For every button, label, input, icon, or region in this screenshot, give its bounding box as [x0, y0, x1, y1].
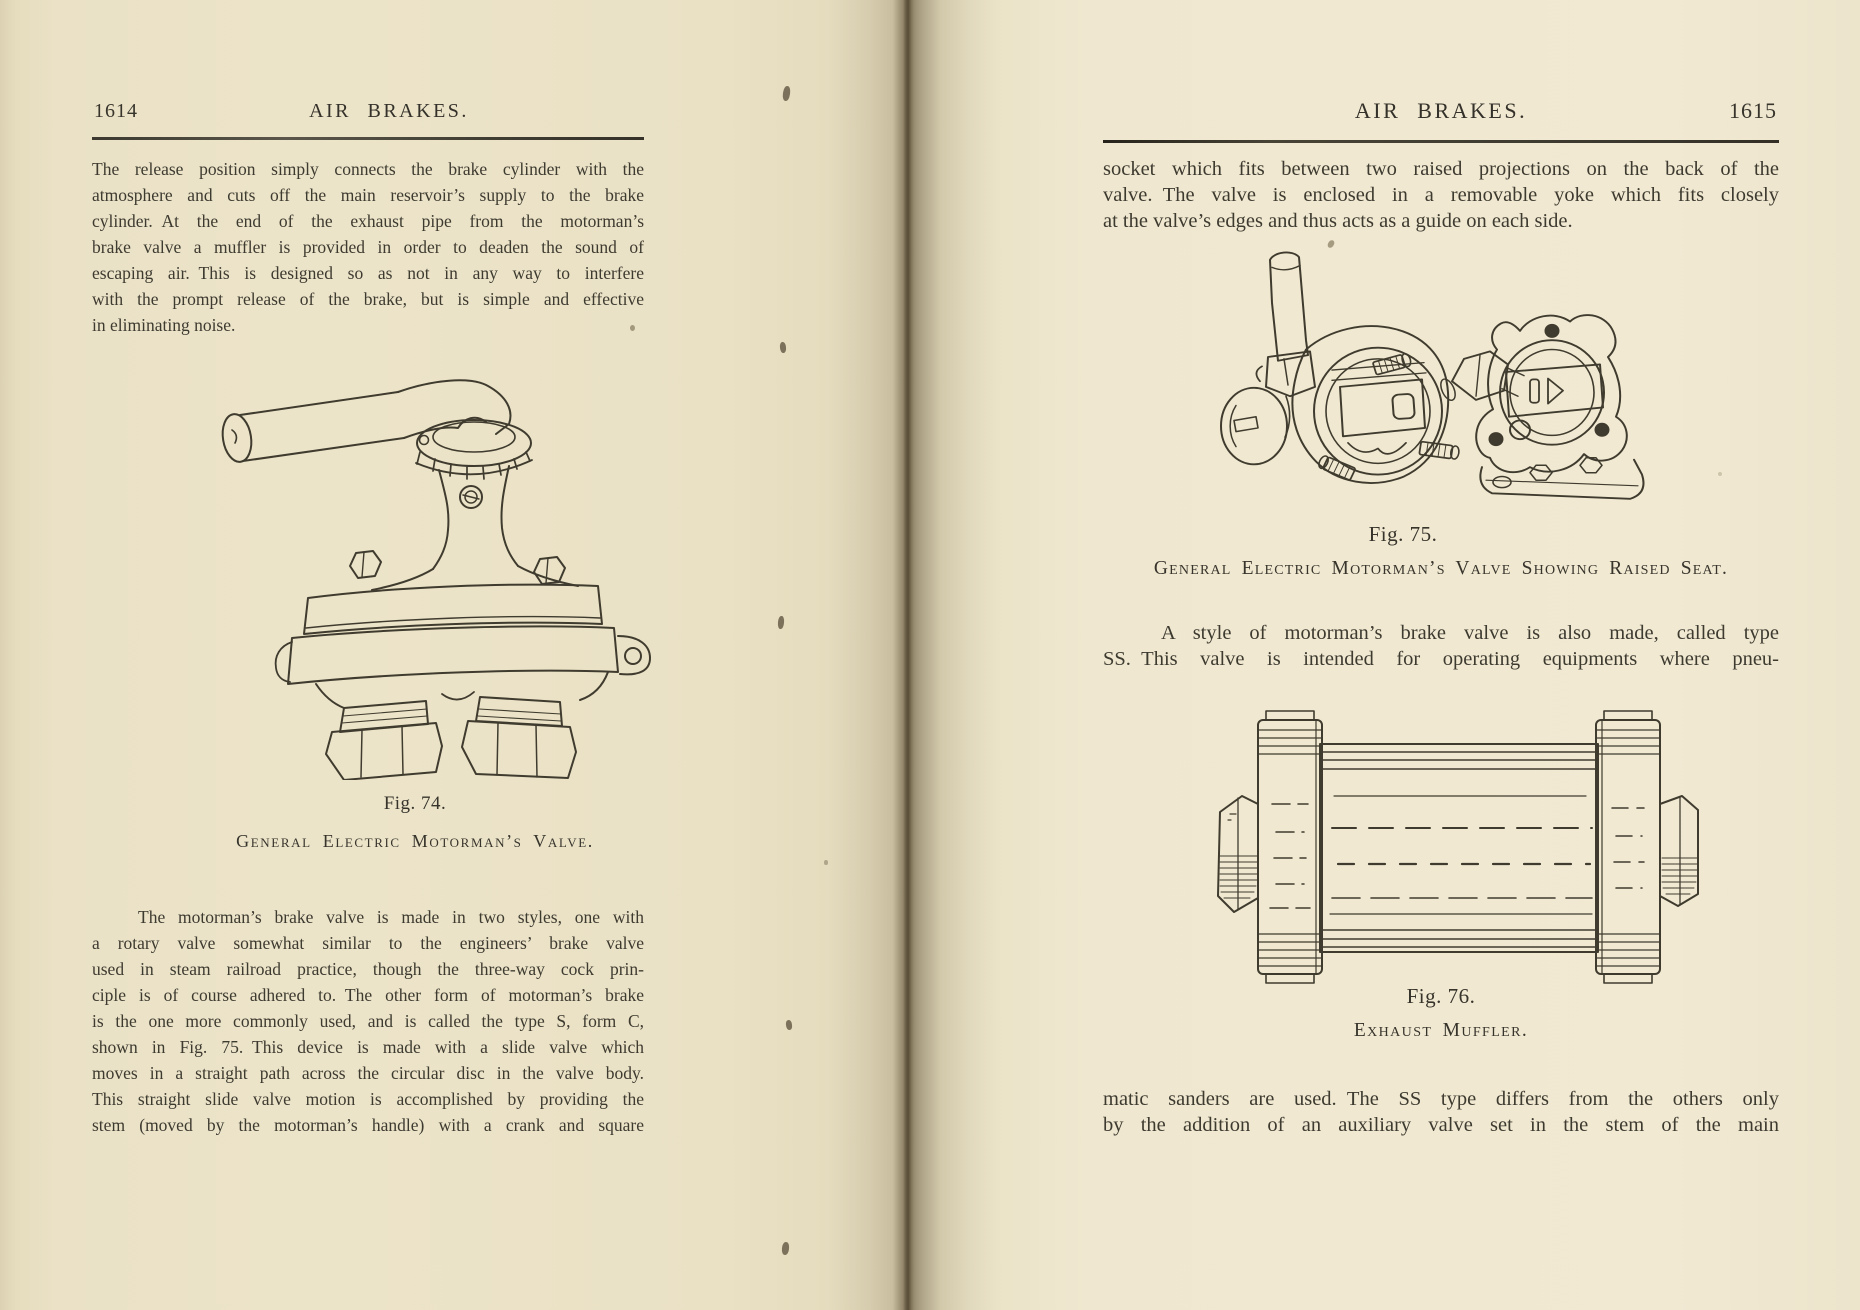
- text-line: a rotary valve somewhat similar to the engineers’ brake valve: [92, 933, 644, 953]
- stain-speck: [1718, 472, 1722, 476]
- fig76-line-art: [1218, 711, 1698, 983]
- figure-74-caption-label: Fig. 74.: [383, 793, 447, 814]
- figure-74-illustration: [212, 340, 652, 780]
- stain-speck: [630, 325, 635, 331]
- figure-75-caption-title: General Electric Motorman’s Valve Showing Raised Seat.: [1153, 558, 1729, 579]
- text-line: cylinder. At the end of the exhaust pipe from the motorman’s: [92, 211, 644, 231]
- figure-75-caption-label: Fig. 75.: [1368, 522, 1438, 546]
- right-header: [1103, 98, 1779, 128]
- left-page-number: 1614: [94, 100, 138, 122]
- text-line: The release position simply connects the brake cylinder with the: [92, 159, 644, 179]
- text-line: brake valve a muffler is provided in order to deaden the sound of: [92, 237, 644, 257]
- text-line: at the valve’s edges and thus acts as a guide on each side.: [1103, 210, 1573, 232]
- right-page-number: 1615: [1729, 98, 1777, 123]
- figure-76-caption-title: Exhaust Muffler.: [1353, 1020, 1529, 1041]
- right-page: [908, 0, 1860, 1310]
- right-paragraph-3: [1103, 1086, 1779, 1138]
- text-line: with the prompt release of the brake, but is simple and effective: [92, 289, 644, 309]
- figure-76-caption-label: Fig. 76.: [1406, 984, 1476, 1008]
- text-line: SS. This valve is intended for operating equipments where pneu-: [1103, 648, 1779, 670]
- text-line: used in steam railroad practice, though the three-way cock prin-: [92, 959, 644, 979]
- left-header-rule: [92, 137, 644, 140]
- figure-74-caption-title: General Electric Motorman’s Valve.: [236, 831, 594, 851]
- fig74-line-art: [219, 380, 650, 780]
- fig75-line-art: [1221, 252, 1644, 498]
- text-line: by the addition of an auxiliary valve set in the stem of the main: [1103, 1114, 1779, 1136]
- text-line: This straight slide valve motion is accomplished by providing the: [92, 1089, 644, 1109]
- text-line: stem (moved by the motorman’s handle) with a crank and square: [92, 1115, 644, 1135]
- right-paragraph-2: [1103, 620, 1779, 672]
- right-header-rule: [1103, 140, 1779, 143]
- text-line: A style of motorman’s brake valve is also made, called type: [1161, 622, 1779, 644]
- left-page: [0, 0, 908, 1310]
- text-line: socket which fits between two raised projections on the back of the: [1103, 158, 1779, 180]
- left-paragraph-2: [92, 904, 644, 1138]
- text-line: valve. The valve is enclosed in a removable yoke which fits closely: [1103, 184, 1779, 206]
- left-paragraph-1: [92, 156, 644, 338]
- binding-speck: [824, 860, 828, 865]
- text-line: is the one more commonly used, and is called the type S, form C,: [92, 1011, 644, 1031]
- text-line: matic sanders are used. The SS type differs from the others only: [1103, 1088, 1779, 1110]
- text-line: moves in a straight path across the circular disc in the valve body.: [92, 1063, 644, 1083]
- text-line: ciple is of course adhered to. The other form of motorman’s brake: [92, 985, 644, 1005]
- text-line: The motorman’s brake valve is made in two styles, one with: [138, 907, 644, 927]
- figure-75-illustration: [1190, 245, 1710, 525]
- text-line: shown in Fig. 75. This device is made with a slide valve which: [92, 1037, 644, 1057]
- text-line: atmosphere and cuts off the main reservoir’s supply to the brake: [92, 185, 644, 205]
- text-line: in eliminating noise.: [92, 315, 236, 335]
- right-running-head: AIR BRAKES.: [1354, 98, 1528, 123]
- left-running-head: AIR BRAKES.: [309, 100, 469, 122]
- text-line: escaping air. This is designed so as not in any way to interfere: [92, 263, 644, 283]
- right-paragraph-1: [1103, 156, 1779, 234]
- left-header: [92, 100, 644, 130]
- figure-76-illustration: [1200, 708, 1715, 986]
